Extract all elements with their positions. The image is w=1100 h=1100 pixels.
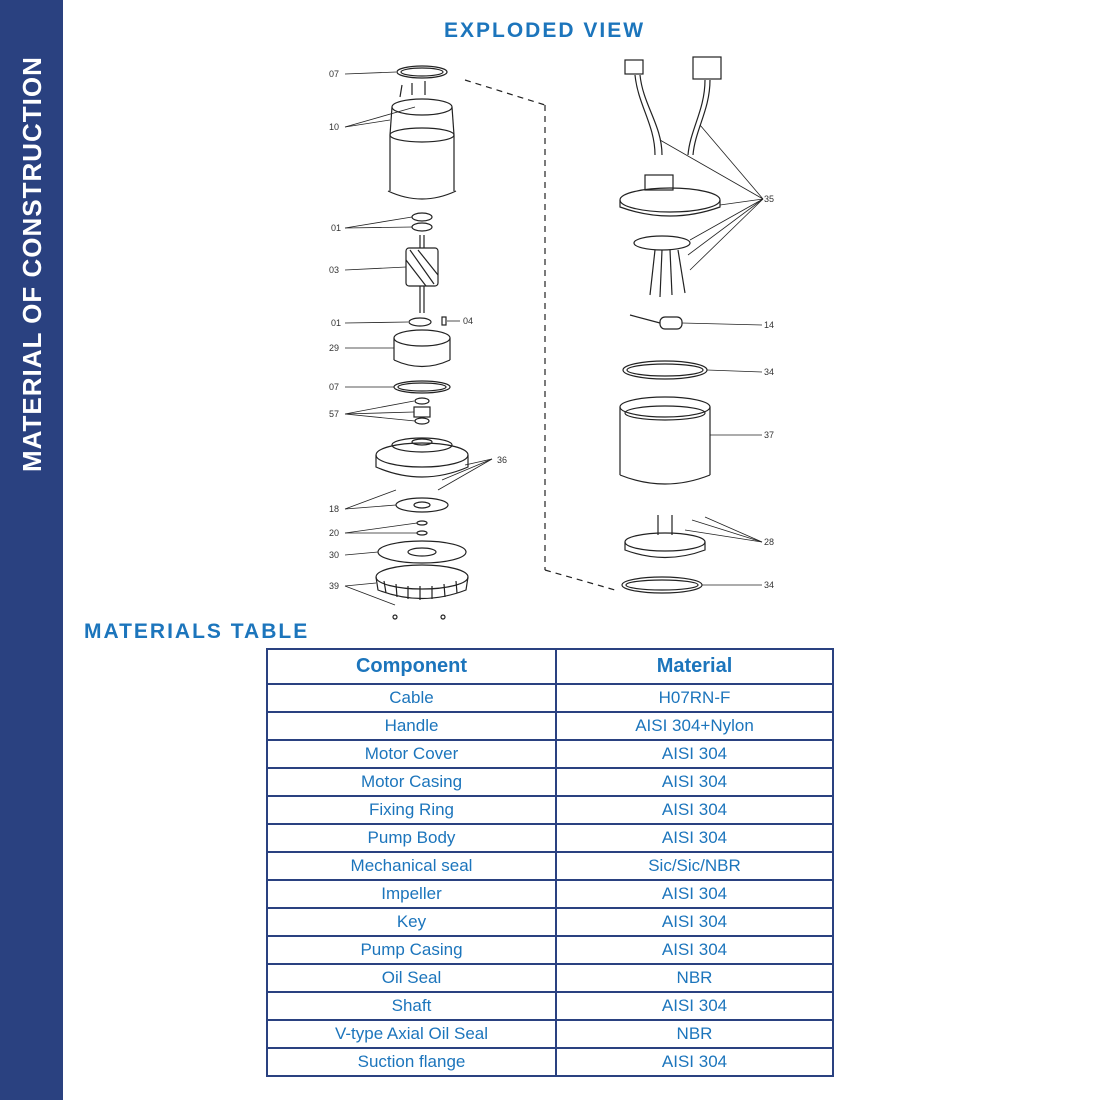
bearing-01-top (412, 213, 432, 231)
callout-14: 14 (764, 320, 775, 330)
sidebar (0, 0, 63, 1100)
table-row (267, 908, 833, 936)
material-cell: AISI 304 (556, 768, 833, 796)
header-component: Component (267, 649, 556, 684)
material-cell: AISI 304 (556, 936, 833, 964)
rotor-03 (406, 235, 438, 313)
callout-35: 35 (764, 194, 775, 204)
callout-28: 28 (764, 537, 775, 547)
callout-37: 37 (764, 430, 775, 440)
fixing-ring-28 (625, 515, 705, 558)
cable-35 (625, 57, 721, 155)
callout-34-bottom: 34 (764, 580, 775, 590)
pump-casing-30 (378, 541, 466, 563)
motor-casing-37 (620, 397, 710, 484)
callout-29: 29 (329, 343, 340, 353)
callout-01-top: 01 (331, 223, 342, 233)
o-ring-34-bottom (622, 577, 702, 593)
material-cell: AISI 304 (556, 740, 833, 768)
capacitor-14 (630, 315, 682, 329)
table-row (267, 880, 833, 908)
table-row (267, 684, 833, 712)
material-cell: H07RN-F (556, 684, 833, 712)
o-ring-07-top (397, 66, 447, 78)
callout-01-bottom: 01 (331, 318, 342, 328)
materials-table (266, 648, 834, 1077)
impeller-18 (396, 498, 448, 512)
suction-flange-39 (376, 565, 468, 600)
component-cell: Key (267, 908, 556, 936)
component-cell: Impeller (267, 880, 556, 908)
component-cell: Oil Seal (267, 964, 556, 992)
table-row (267, 992, 833, 1020)
key-20 (417, 521, 427, 535)
table-row (267, 936, 833, 964)
component-cell: Fixing Ring (267, 796, 556, 824)
callout-39: 39 (329, 581, 340, 591)
callout-10: 10 (329, 122, 340, 132)
material-cell: AISI 304 (556, 908, 833, 936)
mechanical-seal-57 (414, 398, 430, 424)
callout-04: 04 (463, 316, 474, 326)
component-cell: Mechanical seal (267, 852, 556, 880)
o-ring-07-middle (394, 381, 450, 393)
table-row (267, 740, 833, 768)
motor-cover-10 (388, 81, 456, 199)
connector-dash-line (545, 570, 615, 590)
table-row (267, 796, 833, 824)
component-cell: Motor Cover (267, 740, 556, 768)
materials-table-title: MATERIALS TABLE (84, 620, 310, 643)
leader-lines-right (660, 125, 763, 585)
component-cell: Handle (267, 712, 556, 740)
table-row (267, 852, 833, 880)
header-material: Material (556, 649, 833, 684)
material-cell: NBR (556, 1020, 833, 1048)
callout-20: 20 (329, 528, 340, 538)
component-cell: Pump Body (267, 824, 556, 852)
callout-57: 57 (329, 409, 340, 419)
table-header-row (267, 649, 833, 684)
material-cell: AISI 304 (556, 824, 833, 852)
component-cell: Pump Casing (267, 936, 556, 964)
table-row (267, 1020, 833, 1048)
material-cell: AISI 304+Nylon (556, 712, 833, 740)
callout-30: 30 (329, 550, 340, 560)
material-cell: AISI 304 (556, 796, 833, 824)
pump-body-36 (376, 438, 468, 477)
sidebar-title: MATERIAL OF CONSTRUCTION (17, 56, 47, 472)
connector-dash-line (465, 80, 545, 105)
callout-07-top: 07 (329, 69, 340, 79)
component-cell: Suction flange (267, 1048, 556, 1076)
cable-gland-plate-35 (634, 236, 690, 297)
table-row (267, 824, 833, 852)
component-cell: Cable (267, 684, 556, 712)
bearing-01-bottom (409, 317, 446, 326)
component-cell: Motor Casing (267, 768, 556, 796)
material-cell: AISI 304 (556, 880, 833, 908)
material-cell: Sic/Sic/NBR (556, 852, 833, 880)
material-cell: AISI 304 (556, 1048, 833, 1076)
component-cell: V-type Axial Oil Seal (267, 1020, 556, 1048)
table-row (267, 712, 833, 740)
table-row (267, 768, 833, 796)
callout-07-middle: 07 (329, 382, 340, 392)
exploded-view-title: EXPLODED VIEW (444, 19, 646, 42)
o-ring-34-top (623, 361, 707, 379)
material-cell: NBR (556, 964, 833, 992)
table-row (267, 1048, 833, 1076)
component-cell: Shaft (267, 992, 556, 1020)
motor-top-cover-35 (620, 175, 720, 216)
callout-18: 18 (329, 504, 340, 514)
callout-03: 03 (329, 265, 340, 275)
screws-bottom (393, 615, 445, 619)
exploded-view-diagram (300, 45, 800, 625)
bearing-housing-29 (394, 330, 450, 367)
table-row (267, 964, 833, 992)
callout-34-top: 34 (764, 367, 775, 377)
callout-36: 36 (497, 455, 508, 465)
material-cell: AISI 304 (556, 992, 833, 1020)
